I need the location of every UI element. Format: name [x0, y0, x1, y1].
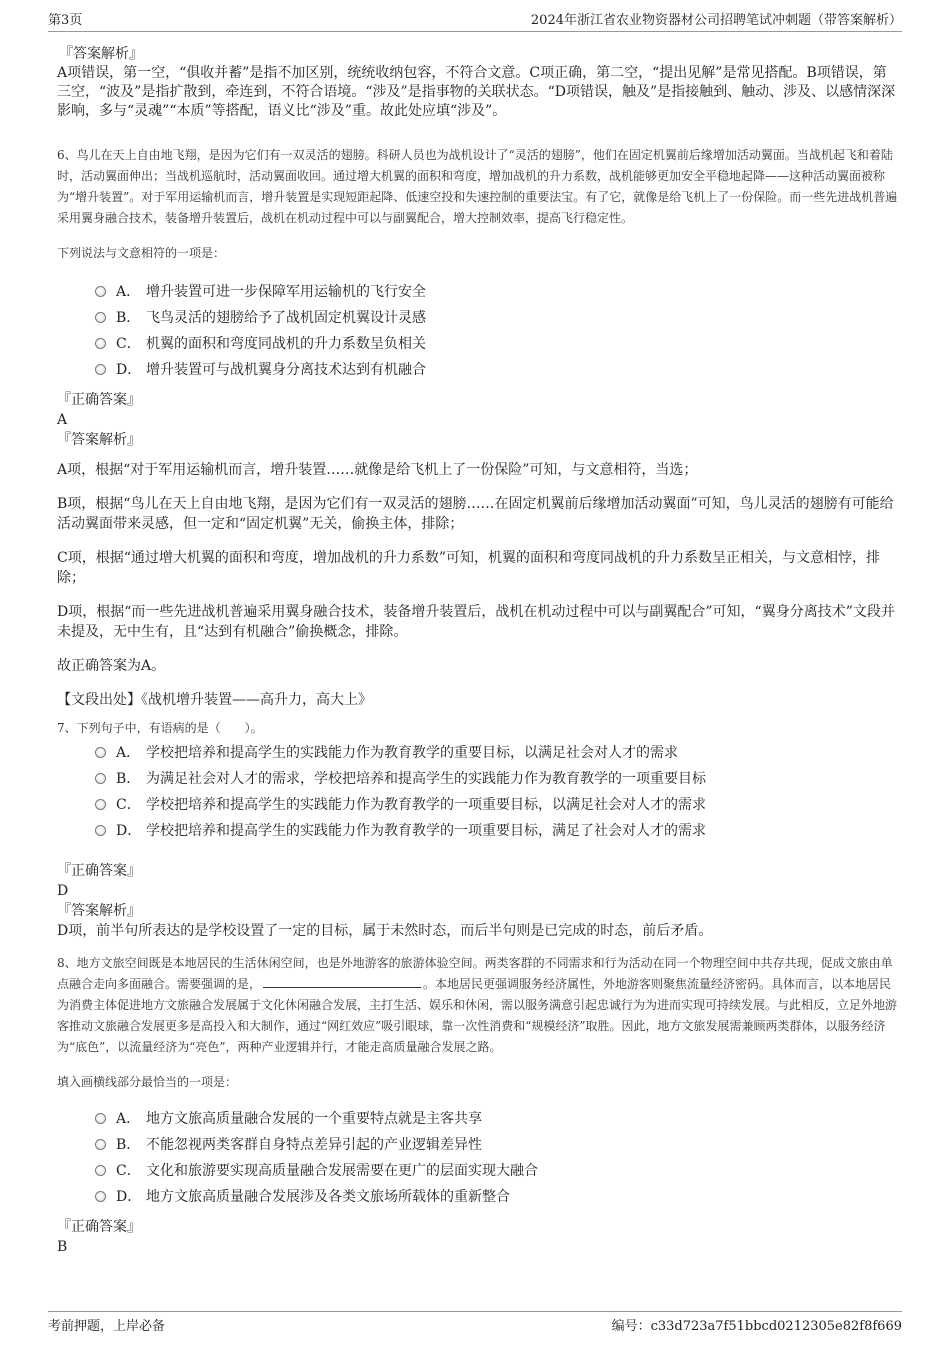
q8-passage: 8、地方文旅空间既是本地居民的生活休闲空间，也是外地游客的旅游体验空间。两类客群的不同需求和行为活动在同一个物理空间中共存共现，促成文旅由单点融合走向多面融合。需要强调的是， 。本地居民更强调服务经济属性，外地游客则聚焦流量经济密码。具体而言，以本地居民为消费主体促进地方文旅融合发展属于文化休闲融合发展，主打生活、娱乐和休闲，需以服务满意引起忠诚行为为进而实现可持续发展。与此相反，立足外地游客推动文旅融合发展更多是高投入和大制作，通过“网红效应”吸引眼球，靠一次性消费和“规模经济”取胜。因此，地方文旅发展需兼顾两类群体，以服务经济为“底色”，以流量经济为“亮色”，两种产业逻辑并行，才能走高质量融合发展之路。	[57, 956, 898, 1054]
radio-icon[interactable]	[95, 799, 106, 810]
q8-option-b[interactable]: B． 不能忽视两类客群自身特点差异引起的产业逻辑差异性	[95, 1131, 900, 1157]
q8-answer: B	[57, 1239, 68, 1255]
q7-option-b[interactable]: B． 为满足社会对人才的需求，学校把培养和提高学生的实践能力作为教育教学的一项重要目标	[95, 765, 900, 791]
page-number: 第3页	[48, 13, 83, 28]
q6-explanation-c: C项，根据“通过增大机翼的面积和弯度，增加战机的升力系数”可知，机翼的面积和弯度同战机的升力系数呈正相关，与文意相悖，排除；	[57, 550, 881, 586]
q6-answer-label: 『正确答案』	[57, 392, 141, 408]
q6-options	[95, 278, 900, 382]
document-id: 编号：c33d723a7f51bbcd0212305e82f8f669	[611, 1319, 902, 1334]
q7-answer-label: 『正确答案』	[57, 863, 141, 879]
q6-option-d[interactable]: D． 增升装置可与战机翼身分离技术达到有机融合	[95, 356, 900, 382]
fill-in-blank	[263, 976, 421, 988]
q7-option-a[interactable]: A． 学校把培养和提高学生的实践能力作为教育教学的重要目标，以满足社会对人才的需求	[95, 739, 900, 765]
q6-option-a[interactable]: A． 增升装置可进一步保障军用运输机的飞行安全	[95, 278, 900, 304]
radio-icon[interactable]	[95, 773, 106, 784]
radio-icon[interactable]	[95, 364, 106, 375]
radio-icon[interactable]	[95, 1113, 106, 1124]
radio-icon[interactable]	[95, 1191, 106, 1202]
q6-explanation-a: A项，根据“对于军用运输机而言，增升装置……就像是给飞机上了一份保险”可知，与文意相符，当选；	[57, 462, 698, 478]
q6-option-b[interactable]: B． 飞鸟灵活的翅膀给予了战机固定机翼设计灵感	[95, 304, 900, 330]
radio-icon[interactable]	[95, 825, 106, 836]
q7-options	[95, 739, 900, 843]
q8-prompt: 填入画横线部分最恰当的一项是：	[57, 1075, 238, 1089]
q8-option-a[interactable]: A． 地方文旅高质量融合发展的一个重要特点就是主客共享	[95, 1105, 900, 1131]
q7-explanation-label: 『答案解析』	[57, 903, 141, 919]
document-title: 2024年浙江省农业物资器材公司招聘笔试冲刺题（带答案解析）	[530, 13, 902, 28]
q6-prompt: 下列说法与文意相符的一项是：	[57, 246, 226, 260]
q6-explanation-b: B项，根据“鸟儿在天上自由地飞翔，是因为它们有一双灵活的翅膀……在固定机翼前后缘增加活动翼面”可知，鸟儿灵活的翅膀有可能给活动翼面带来灵感，但一定和“固定机翼”无关，偷换主体，排除；	[57, 496, 894, 532]
radio-icon[interactable]	[95, 747, 106, 758]
footer-slogan: 考前押题，上岸必备	[48, 1319, 166, 1334]
page-content	[57, 44, 900, 1257]
q8-options	[95, 1105, 900, 1209]
q5-explanation-text: A项错误，第一空，“俱收并蓄”是指不加区别，统统收纳包容，不符合文意。C项正确，第二空，“提出见解”是常见搭配。B项错误，第三空，“波及”是指扩散到，牵连到，不符合语境。“涉及”是指事物的关联状态。“D项错误，触及”是指接触到、触动、涉及、以感情深深影响，多与“灵魂”“本质”等搭配，语义比“涉及”重。故此处应填“涉及”。	[57, 65, 896, 119]
q7-answer: D	[57, 883, 69, 899]
q6-explanation-label: 『答案解析』	[57, 432, 141, 448]
radio-icon[interactable]	[95, 1139, 106, 1150]
q6-answer: A	[57, 412, 68, 428]
q7-question: 7、下列句子中，有语病的是（ ）。	[57, 721, 263, 735]
radio-icon[interactable]	[95, 1165, 106, 1176]
q6-option-c[interactable]: C． 机翼的面积和弯度同战机的升力系数呈负相关	[95, 330, 900, 356]
q6-passage: 6、鸟儿在天上自由地飞翔，是因为它们有一双灵活的翅膀。科研人员也为战机设计了“灵活的翅膀”，他们在固定机翼前后缘增加活动翼面。当战机起飞和着陆时，活动翼面伸出；当战机巡航时，活动翼面收回。通过增大机翼的面积和弯度，增加战机的升力系数，战机能够更加安全平稳地起降——这种活动翼面被称为“增升装置”。对于军用运输机而言，增升装置是实现短距起降、低速空投和失速控制的重要法宝。有了它，就像是给飞机上了一份保险。而一些先进战机普遍采用翼身融合技术，装备增升装置后，战机在机动过程中可以与副翼配合，增大控制效率，提高飞行稳定性。	[57, 148, 898, 225]
radio-icon[interactable]	[95, 286, 106, 297]
q7-option-c[interactable]: C． 学校把培养和提高学生的实践能力作为教育教学的一项重要目标，以满足社会对人才的需求	[95, 791, 900, 817]
q8-option-d[interactable]: D． 地方文旅高质量融合发展涉及各类文旅场所载体的重新整合	[95, 1183, 900, 1209]
radio-icon[interactable]	[95, 312, 106, 323]
q7-explanation-text: D项，前半句所表达的是学校设置了一定的目标，属于未然时态，而后半句则是已完成的时态，前后矛盾。	[57, 923, 713, 939]
page-footer	[48, 1311, 902, 1334]
q5-explanation-label: 『答案解析』	[59, 46, 143, 62]
q6-source: 【文段出处】《战机增升装置——高升力，高大上》	[57, 692, 372, 708]
q8-option-c[interactable]: C． 文化和旅游要实现高质量融合发展需要在更广的层面实现大融合	[95, 1157, 900, 1183]
q6-explanation-d: D项，根据“而一些先进战机普遍采用翼身融合技术，装备增升装置后，战机在机动过程中可以与副翼配合”可知，“翼身分离技术”文段并未提及，无中生有，且“达到有机融合”偷换概念，排除。	[57, 604, 895, 640]
q8-answer-label: 『正确答案』	[57, 1219, 141, 1235]
page-header	[48, 10, 902, 32]
q6-conclusion: 故正确答案为A。	[57, 658, 166, 674]
q7-option-d[interactable]: D． 学校把培养和提高学生的实践能力作为教育教学的一项重要目标，满足了社会对人才的需求	[95, 817, 900, 843]
radio-icon[interactable]	[95, 338, 106, 349]
